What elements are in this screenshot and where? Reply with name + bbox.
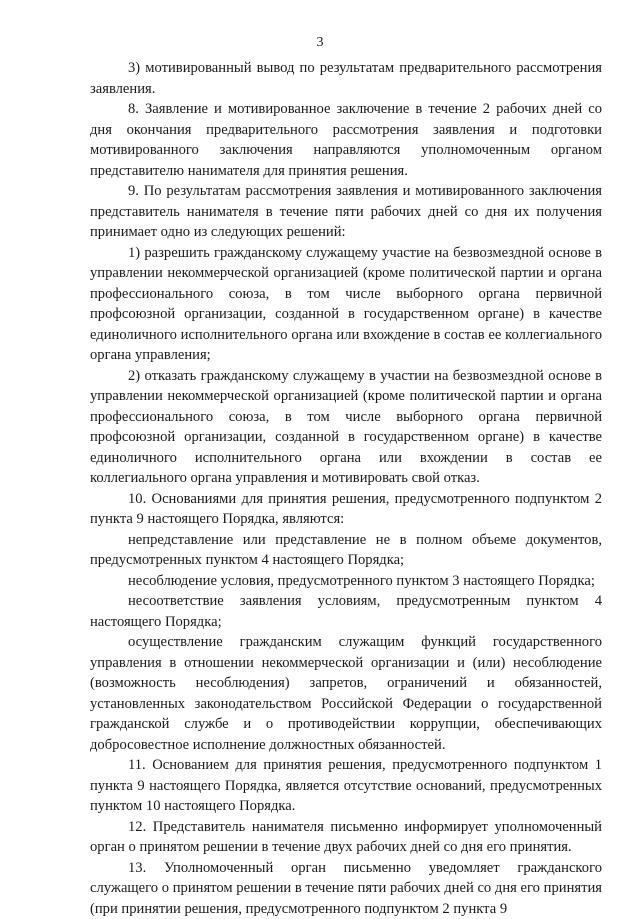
paragraph-10-reason-1: непредставление или представление не в полном объеме документов, предусмотренных пунктом 4 настоящего Порядка; (90, 530, 602, 571)
paragraph-13: 13. Уполномоченный орган письменно уведомляет гражданского служащего о принятом решении в течение пяти рабочих дней со дня его принятия (при принятии решения, предусмотренного подпунктом 2 пункта 9 (90, 858, 602, 919)
paragraph-10-reason-4: осуществление гражданским служащим функций государственного управления в отношении некоммерческой организации и (или) несоблюдение (возможность несоблюдения) запретов, ограничений и обязанностей, установленных законодательством Российской Федерации о государственной гражданской службе и о противодействии коррупции, обеспечивающих добросовестное исполнение должностных обязанностей. (90, 632, 602, 755)
paragraph-7-item-3: 3) мотивированный вывод по результатам предварительного рассмотрения заявления. (90, 58, 602, 99)
page-number: 3 (0, 34, 640, 52)
paragraph-9: 9. По результатам рассмотрения заявления и мотивированного заключения представитель нанимателя в течение пяти рабочих дней со дня их получения принимает одно из следующих решений: (90, 181, 602, 243)
paragraph-12: 12. Представитель нанимателя письменно информирует уполномоченный орган о принятом решении в течение двух рабочих дней со дня его принятия. (90, 817, 602, 858)
paragraph-9-item-1: 1) разрешить гражданскому служащему участие на безвозмездной основе в управлении некоммерческой организацией (кроме политической партии и органа профессионального союза, в том числе выборного органа первичной профсоюзной организации, созданной в государственном органе) в качестве единоличного исполнительного органа или вхождение в состав ее коллегиального органа управления; (90, 243, 602, 366)
paragraph-8: 8. Заявление и мотивированное заключение в течение 2 рабочих дней со дня окончания предварительного рассмотрения заявления и подготовки мотивированного заключения направляются уполномоченным органом представителю нанимателя для принятия решения. (90, 99, 602, 181)
document-body (90, 58, 602, 919)
paragraph-11: 11. Основанием для принятия решения, предусмотренного подпунктом 1 пункта 9 настоящего Порядка, является отсутствие оснований, предусмотренных пунктом 10 настоящего Порядка. (90, 755, 602, 817)
paragraph-10-reason-2: несоблюдение условия, предусмотренного пунктом 3 настоящего Порядка; (90, 571, 602, 592)
paragraph-10: 10. Основаниями для принятия решения, предусмотренного подпунктом 2 пункта 9 настоящего Порядка, являются: (90, 489, 602, 530)
paragraph-10-reason-3: несоответствие заявления условиям, предусмотренным пунктом 4 настоящего Порядка; (90, 591, 602, 632)
paragraph-9-item-2: 2) отказать гражданскому служащему в участии на безвозмездной основе в управлении некоммерческой организацией (кроме политической партии и органа профессионального союза, в том числе выборного органа первичной профсоюзной организации, созданной в государственном органе) в качестве единоличного исполнительного органа или вхождении в состав ее коллегиального органа управления и мотивировать свой отказ. (90, 366, 602, 489)
